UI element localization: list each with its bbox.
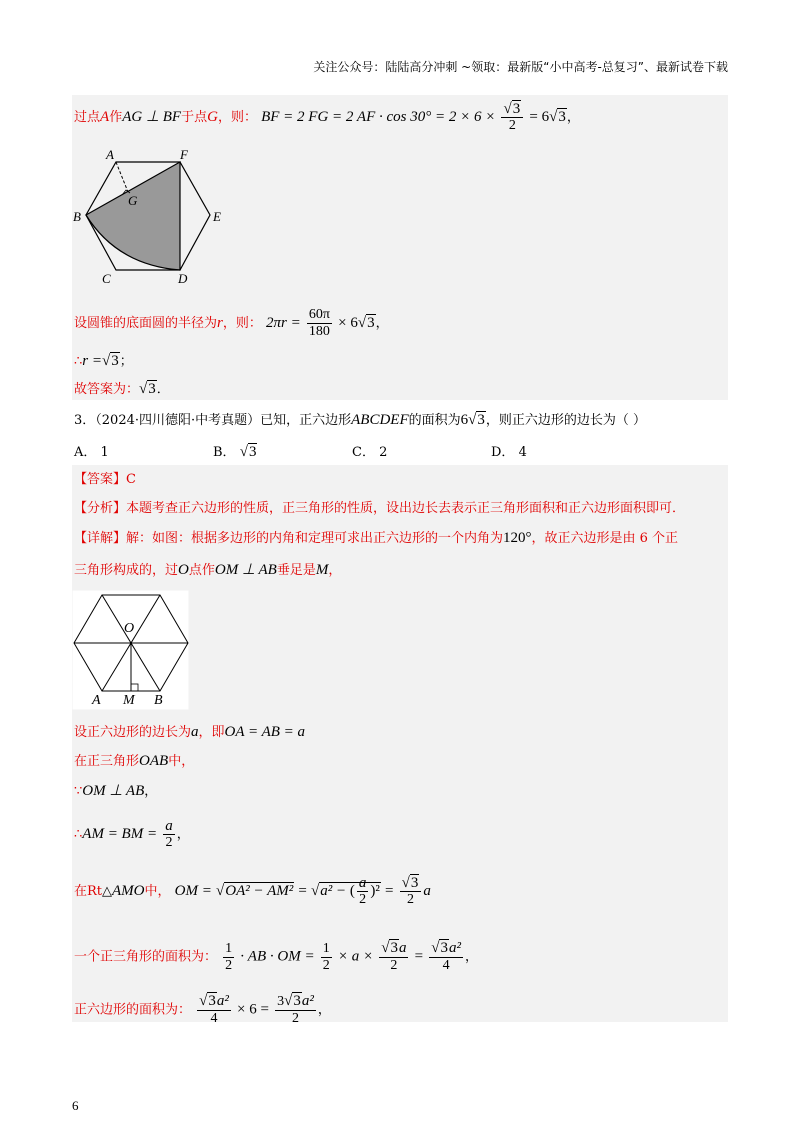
label-M: M — [123, 693, 135, 708]
solution-panel-3 — [72, 465, 728, 1022]
detail-l5: 在Rt△AMO中， OM = √OA² − AM² = √a² − ( $\frac{a}{2}$ )² = $\frac{√3}{2}$ a — [74, 875, 431, 908]
label-E: E — [213, 209, 221, 224]
label-G: G — [128, 193, 138, 208]
analysis-line: 【分析】本题考查正六边形的性质，正三角形的性质，设出边长去表示正三角形面积和正六边形面积即可． — [74, 501, 686, 516]
detail-l3: ∵OM ⊥ AB， — [74, 783, 158, 799]
label-A: A — [106, 147, 114, 162]
detail-line-1: 【详解】解：如图：根据多边形的内角和定理可求出正六边形的一个内角为120°，故正六边形是由 6 个正 — [74, 530, 679, 546]
solution1-line2: 设圆锥的底面圆的半径为r，则： 2πr = $\frac{60\pi}{180}$ × 6√3， — [74, 307, 389, 339]
option-c: C． 2 — [352, 445, 388, 460]
option-a: A． 1 — [74, 445, 109, 460]
question-3-stem: 3．（2024·四川德阳·中考真题）已知，正六边形ABCDEF的面积为6√3，则正六边形的边长为（ ） — [74, 412, 647, 428]
detail-line-2: 三角形构成的，过O点作OM ⊥ AB垂足是M， — [74, 562, 342, 578]
page-header: 关注公众号：陆陆高分冲刺 ~领取：最新版“小中高考-总复习”、最新试卷下载 — [313, 60, 728, 74]
label-A: A — [92, 693, 101, 708]
detail-l7: 正六边形的面积为： $\frac{\text{√3a²}}{4}$ × 6 = $\frac{\text{3√3a²}}{2}$ ， — [74, 993, 331, 1026]
option-b: B． √3 — [213, 444, 257, 460]
solution1-line1: 过点A作AG ⊥ BF于点G，则： BF = 2 FG = 2 AF · cos 30° = 2 × 6 × $\frac{√3}{2}$ = 6√3， — [74, 101, 580, 133]
label-B: B — [73, 209, 81, 224]
label-O: O — [124, 621, 135, 636]
solution1-line3: ∴r =√3； — [74, 353, 133, 369]
detail-l1: 设正六边形的边长为a，即OA = AB = a — [74, 724, 306, 740]
page-number: 6 — [72, 1098, 79, 1113]
answer-line: 【答案】C — [74, 472, 136, 487]
option-d: D． 4 — [491, 445, 527, 460]
label-F: F — [180, 147, 188, 162]
detail-l4: ∴AM = BM = $\frac{a}{2}$ ， — [74, 818, 190, 850]
label-C: C — [102, 271, 111, 285]
solution1-line4: 故答案为：√3． — [74, 381, 170, 397]
label-B: B — [154, 693, 163, 708]
detail-l2: 在正三角形OAB中， — [74, 753, 195, 769]
hexagon-sector-figure — [72, 145, 242, 285]
hexagon-triangles-figure — [72, 590, 190, 710]
detail-l6: 一个正三角形的面积为： $\frac{1}{2}$ · AB · OM = $\frac{1}{2}$ × a × $\frac{√3a}{2}$ = $\frac{\text{√3a²}}{4}$ ， — [74, 940, 478, 973]
label-D: D — [178, 271, 188, 285]
